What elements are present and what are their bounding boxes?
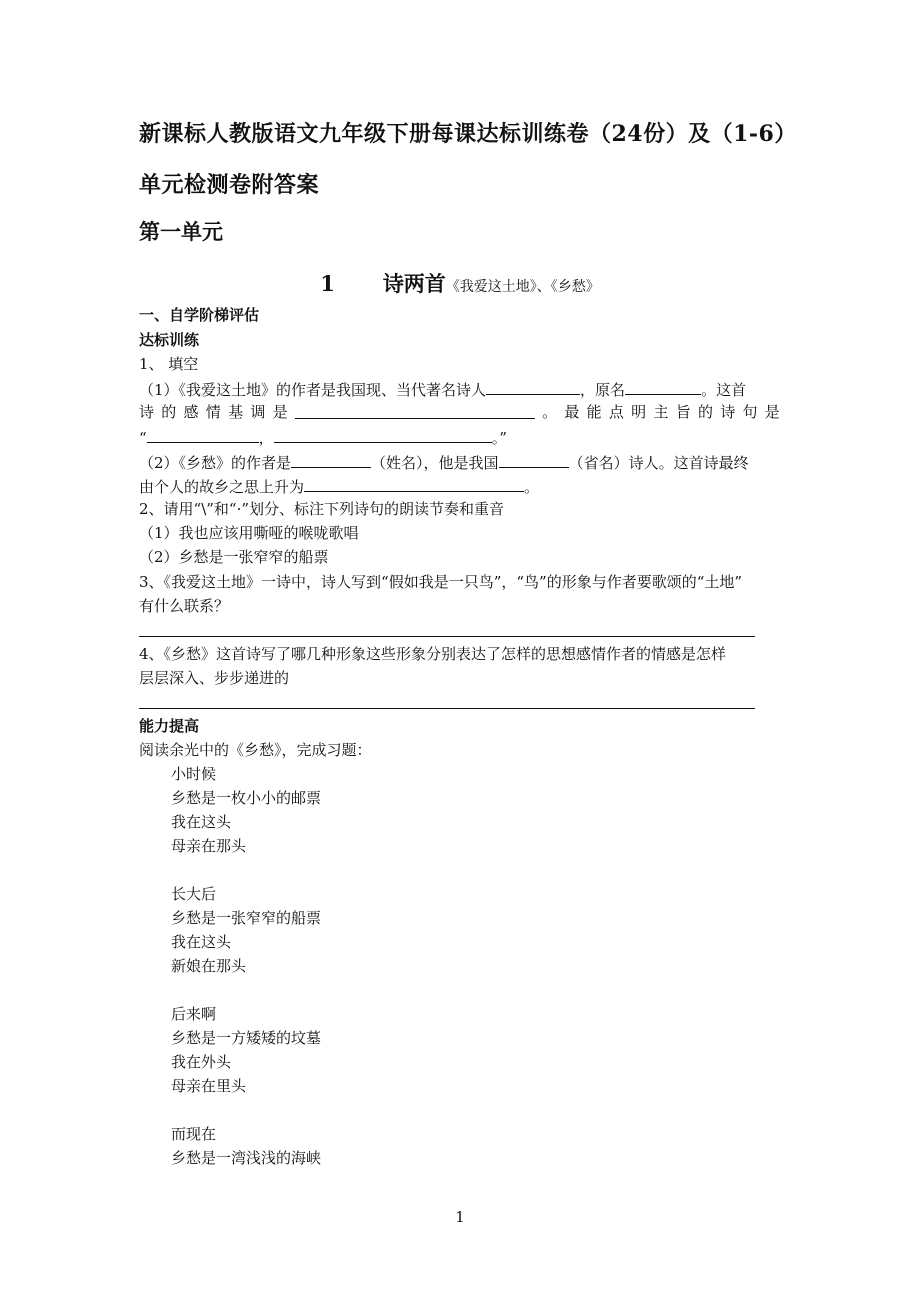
- question-char: 诗: [720, 403, 736, 421]
- question-text: “: [139, 429, 147, 447]
- poem-line: 后来啊: [171, 1005, 217, 1023]
- poem-line: 长大后: [171, 885, 217, 903]
- poem-line: 母亲在那头: [171, 837, 247, 855]
- question-1-2-line-1: [139, 451, 749, 473]
- question-text: （1）《我爱这土地》的作者是我国现、当代著名诗人: [139, 381, 487, 399]
- question-char: 基: [228, 403, 244, 421]
- question-text: （省名）诗人。这首诗最终: [568, 454, 749, 472]
- section-heading-self-study: 一、自学阶梯评估: [139, 306, 260, 324]
- answer-blank[interactable]: [274, 426, 492, 443]
- poem-line: 乡愁是一湾浅浅的海峡: [171, 1149, 322, 1167]
- question-char: 句: [742, 403, 758, 421]
- question-char: 感: [183, 403, 199, 421]
- poem-line: 我在这头: [171, 933, 232, 951]
- question-4-line-2: 层层深入、步步递进的: [139, 669, 290, 687]
- question-text: 。”: [491, 429, 507, 447]
- question-2-label: 2、请用“\”和“·”划分、标注下列诗句的朗读节奏和重音: [139, 500, 505, 518]
- lesson-number: 1: [320, 271, 335, 296]
- question-char: 最: [564, 403, 580, 421]
- answer-blank[interactable]: [291, 451, 371, 468]
- document-title-line-1: 新课标人教版语文九年级下册每课达标训练卷（24份）及（1-6）: [139, 121, 797, 147]
- question-text: （2）《乡愁》的作者是: [139, 454, 292, 472]
- answer-blank[interactable]: [304, 475, 524, 492]
- question-text: 。这首: [701, 381, 747, 399]
- answer-blank[interactable]: [625, 378, 701, 395]
- question-2-item-1: （1）我也应该用嘶哑的喉咙歌唱: [139, 524, 359, 542]
- question-text: 由个人的故乡之思上升为: [139, 478, 305, 496]
- answer-blank[interactable]: [295, 402, 535, 419]
- lesson-subtitle: 《我爱这土地》、《乡愁》: [445, 279, 600, 295]
- poem-line: 乡愁是一方矮矮的坟墓: [171, 1029, 322, 1047]
- lesson-heading: [0, 268, 920, 298]
- poem-line: 乡愁是一枚小小的邮票: [171, 789, 322, 807]
- answer-line-question-3[interactable]: [139, 636, 755, 637]
- unit-heading: 第一单元: [139, 219, 223, 244]
- question-char: 调: [250, 403, 266, 421]
- question-char: 点: [608, 403, 624, 421]
- subsection-heading-training: 达标训练: [139, 331, 200, 349]
- question-4-line-1: 4、《乡愁》这首诗写了哪几种形象这些形象分别表达了怎样的思想感情作者的情感是怎样: [139, 645, 727, 663]
- lesson-name: 诗两首: [382, 271, 446, 296]
- poem-line: 乡愁是一张窄窄的船票: [171, 909, 322, 927]
- question-2-item-2: （2）乡愁是一张窄窄的船票: [139, 548, 329, 566]
- poem-line: 而现在: [171, 1125, 217, 1143]
- reading-instruction: 阅读余光中的《乡愁》，完成习题：: [139, 741, 372, 759]
- answer-blank[interactable]: [499, 451, 569, 468]
- question-char: 是: [764, 403, 780, 421]
- question-char: 能: [586, 403, 602, 421]
- poem-line: 我在这头: [171, 813, 232, 831]
- question-text: 。: [524, 478, 540, 496]
- question-char: 的: [161, 403, 177, 421]
- section-heading-ability: 能力提高: [139, 717, 200, 735]
- question-text: ，原名: [580, 381, 626, 399]
- question-char: 的: [697, 403, 713, 421]
- question-char: 情: [205, 403, 221, 421]
- question-text: ，: [258, 429, 274, 447]
- answer-line-question-4[interactable]: [139, 708, 755, 709]
- poem-line: 新娘在那头: [171, 957, 247, 975]
- question-1-2-line-2: [139, 475, 539, 497]
- question-1-1-line-3: [139, 426, 507, 448]
- poem-line: 小时候: [171, 765, 217, 783]
- question-char: 是: [272, 403, 288, 421]
- question-1-1-line-1: [139, 378, 746, 400]
- question-char: 明: [631, 403, 647, 421]
- question-1-1-line-2: [139, 402, 780, 422]
- question-text: （姓名），他是我国: [371, 454, 499, 472]
- page-number: 1: [455, 1208, 465, 1226]
- document-title-line-2: 单元检测卷附答案: [139, 172, 320, 198]
- question-char: 旨: [675, 403, 691, 421]
- question-char: 。: [542, 403, 558, 421]
- poem-line: 母亲在里头: [171, 1077, 247, 1095]
- question-char: 主: [653, 403, 669, 421]
- question-1-label: 1、 填空: [139, 355, 199, 373]
- question-3-line-1: 3、《我爱这土地》一诗中，诗人写到“假如我是一只鸟”，“鸟”的形象与作者要歌颂的“土地”: [139, 573, 743, 591]
- question-3-line-2: 有什么联系？: [139, 597, 230, 615]
- question-char: 诗: [139, 403, 155, 421]
- answer-blank[interactable]: [486, 378, 580, 395]
- poem-line: 我在外头: [171, 1053, 232, 1071]
- answer-blank[interactable]: [147, 426, 259, 443]
